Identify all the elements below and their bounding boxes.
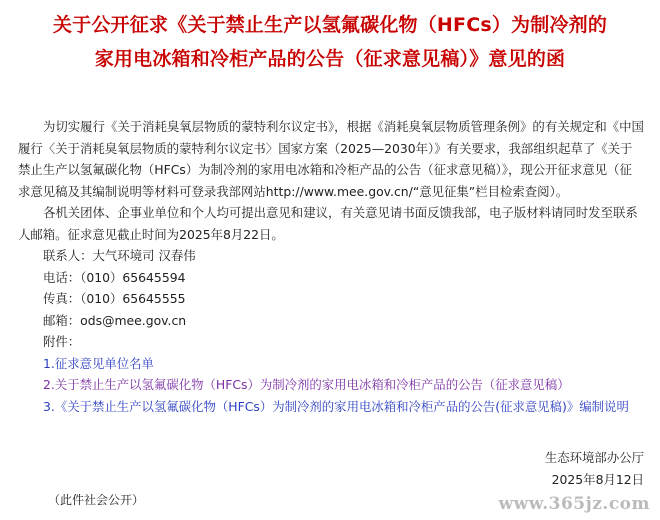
signature-date: 2025年8月12日 [551,472,644,487]
title-line-1: 关于公开征求《关于禁止生产以氢氟碳化物（HFCs）为制冷剂的 [52,14,608,36]
document-body [18,116,644,417]
attachment-link-2[interactable]: 2.关于禁止生产以氢氟碳化物（HFCs）为制冷剂的家用电冰箱和冷柜产品的公告（征求意见稿） [43,377,570,392]
paragraph-intro: 为切实履行《关于消耗臭氧层物质的蒙特利尔议定书》，根据《消耗臭氧层物质管理条例》的有关规定和《中国履行〈关于消耗臭氧层物质的蒙特利尔议定书〉国家方案（2025—2030年）》有关要求，我部组织起草了《关于禁止生产以氢氟碳化物（HFCs）为制冷剂的家用电冰箱和冷柜产品的公告（征求意见稿）》，现公开征求意见（征求意见稿及其编制说明等材料可登录我部网站http://www.mee.gov.cn/“意见征集”栏目检索查阅）。 [18,119,644,199]
site-watermark: www.365jz.com [498,494,650,514]
contact-phone: 电话：（010）65645594 [43,269,186,285]
attachment-link-3[interactable]: 3.《关于禁止生产以氢氟碳化物（HFCs）为制冷剂的家用电冰箱和冷柜产品的公告(征求意见稿)》编制说明 [43,398,629,414]
title-line-2: 家用电冰箱和冷柜产品的公告（征求意见稿）》意见的函 [94,48,566,70]
attachments-label: 附件： [43,334,81,349]
document-title [10,8,650,76]
signature-org: 生态环境部办公厅 [544,450,644,465]
publicity-note: （此件社会公开） [48,493,145,507]
paragraph-feedback: 各机关团体、企事业单位和个人均可提出意见和建议，有关意见请书面反馈我部，电子版材料请同时发至联系人邮箱。征求意见截止时间为2025年8月22日。 [18,205,638,242]
attachment-link-1[interactable]: 1.征求意见单位名单 [43,355,154,371]
contact-fax: 传真：（010）65645555 [43,291,186,306]
contact-person: 联系人：大气环境司 汉春伟 [43,248,196,263]
contact-email: 邮箱：ods@mee.gov.cn [43,312,187,328]
